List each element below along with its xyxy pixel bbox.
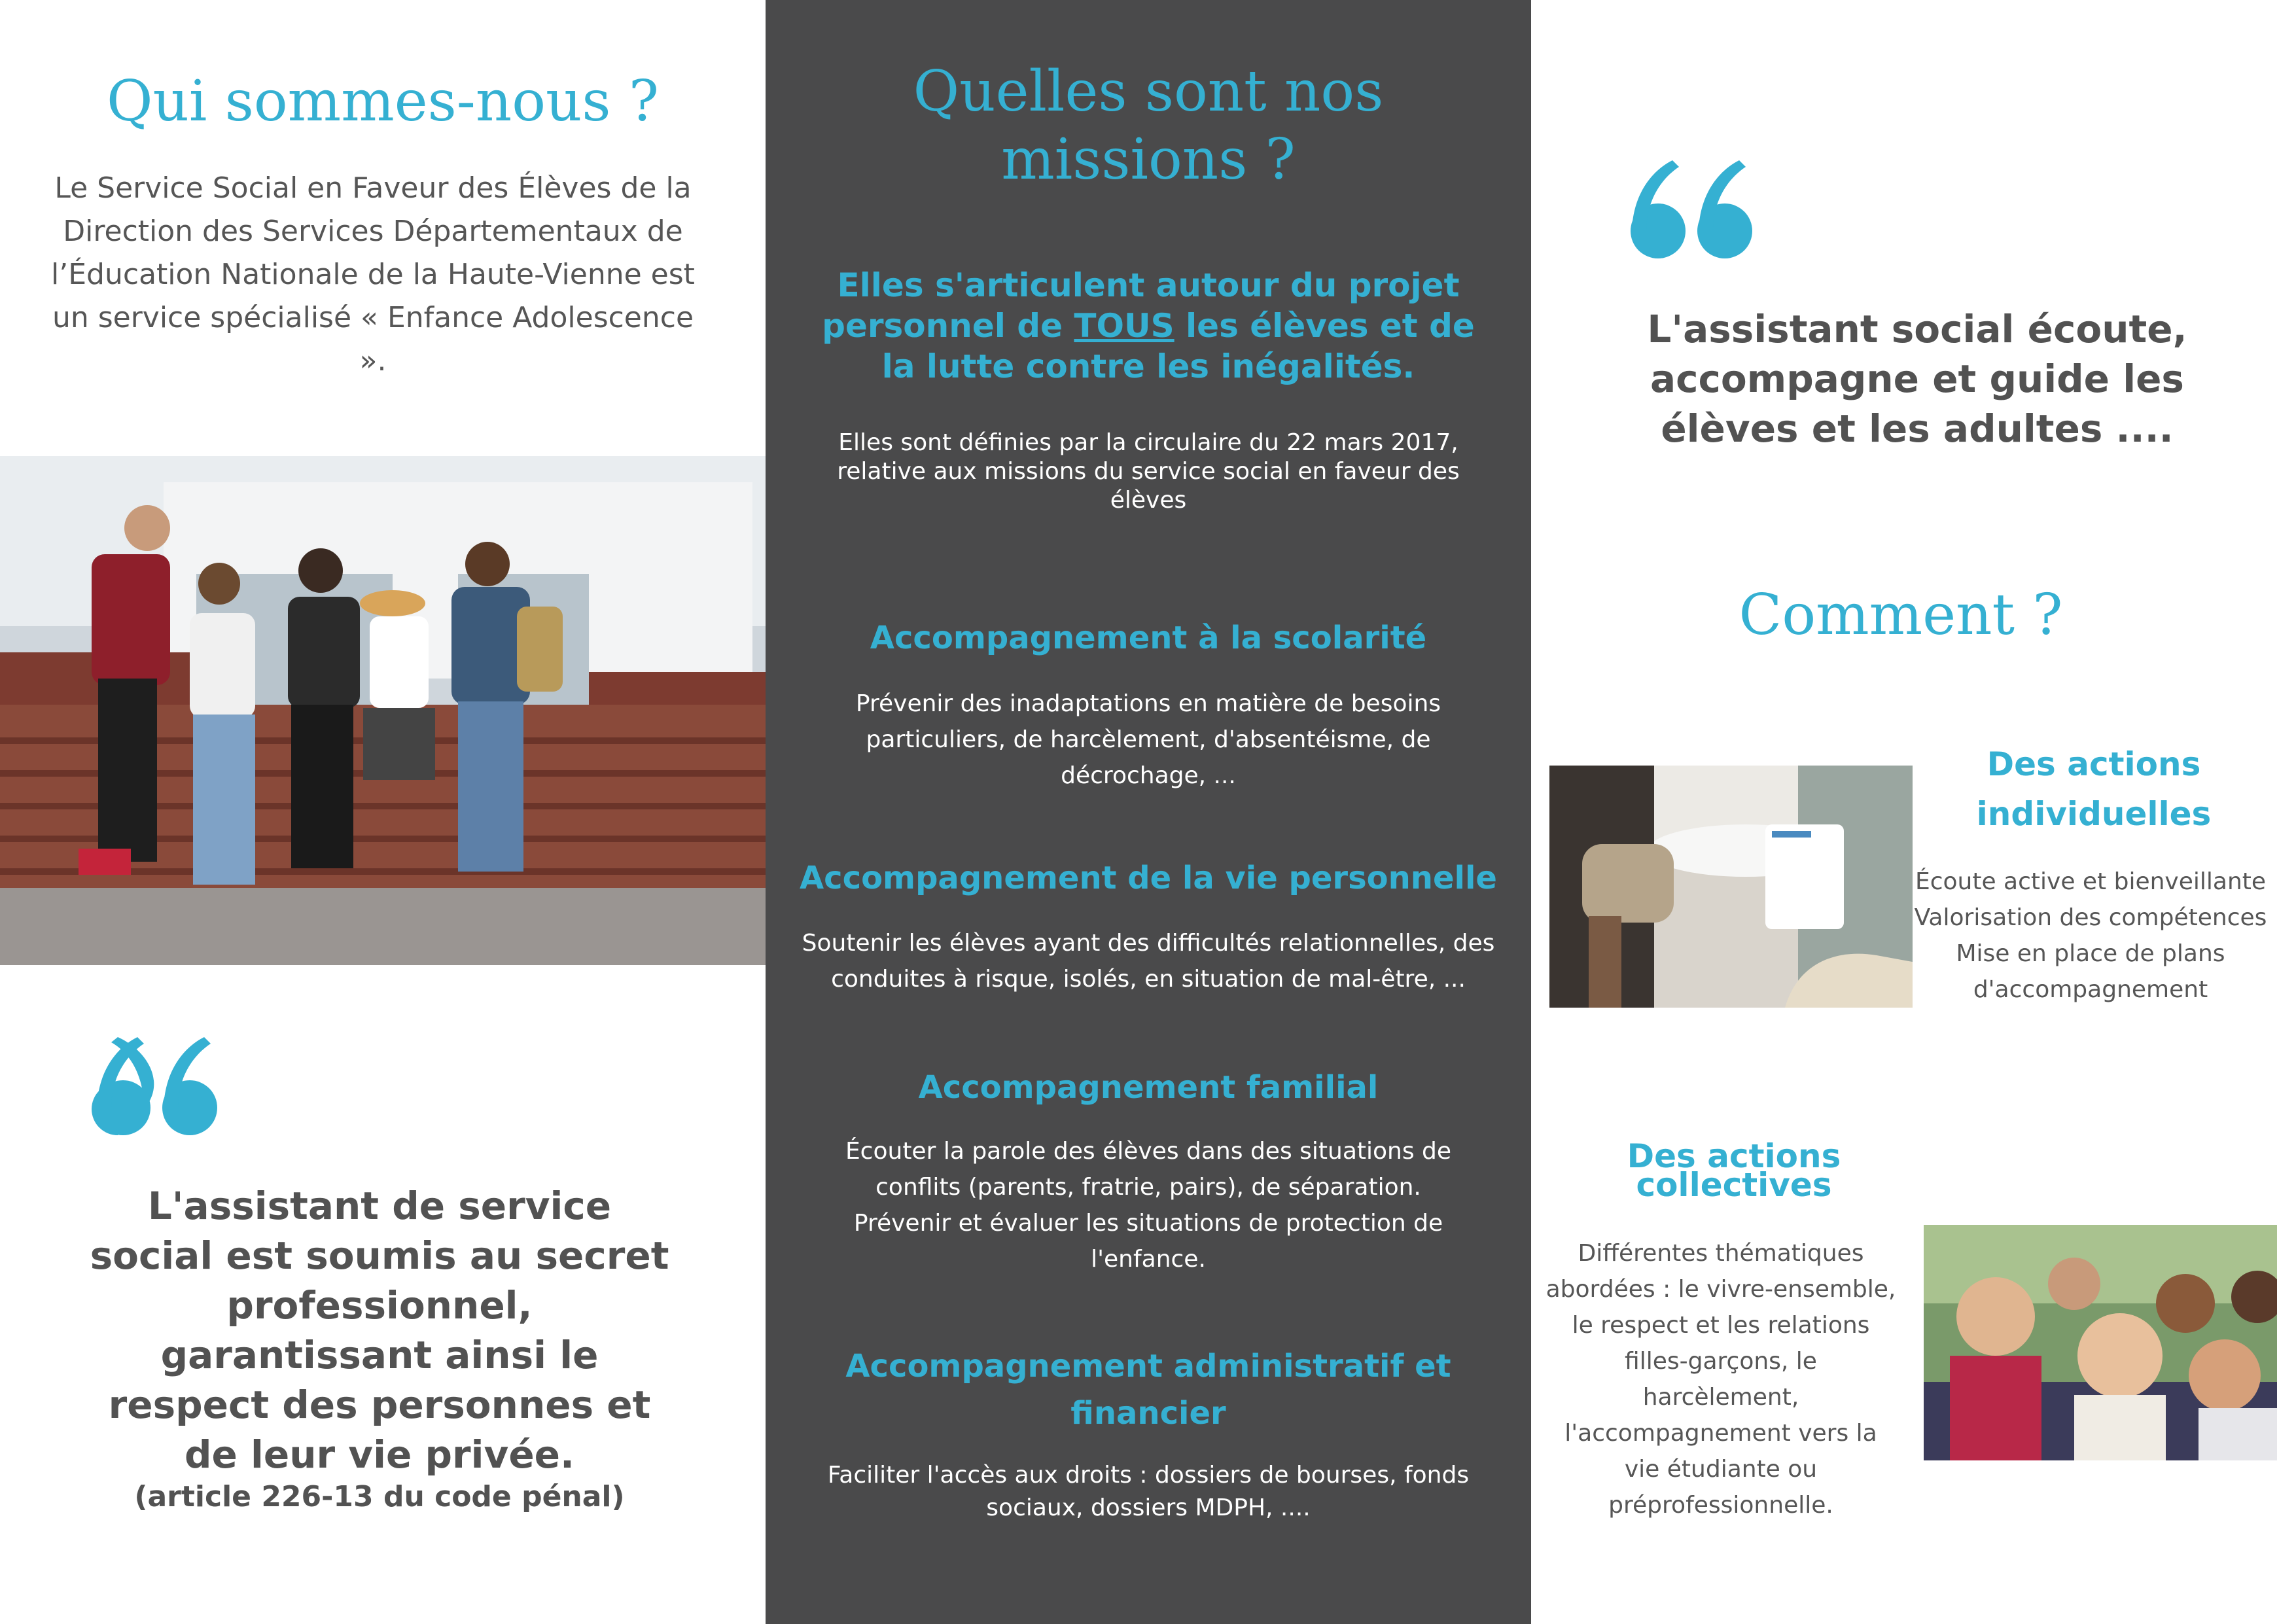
missions-lead <box>811 265 1485 387</box>
left-panel <box>0 0 766 1624</box>
collective-text: Différentes thématiques abordées : le vivre-ensemble, le respect et les relations filles-garçons, le harcèlement, l'accompagnement vers la vie étudiante ou préprofessionnelle. <box>1545 1240 1896 1519</box>
collective-title: Des actions collectives <box>1627 1137 1841 1204</box>
circular-text: Elles sont définies par la circulaire du 22 mars 2017, relative aux missions du service social en faveur des élèves <box>837 429 1460 514</box>
missions-lead-after: les élèves et de la lutte contre les inégalités. <box>881 307 1475 385</box>
group-photo <box>1924 1225 2277 1460</box>
students-photo <box>0 456 766 965</box>
right-panel <box>1531 0 2296 1624</box>
secret-quote: L'assistant de service social est soumis au secret professionnel, garantissant ainsi le respect des personnes et de leur vie privée. <box>90 1184 669 1477</box>
mission-title-4: Accompagnement administratif et financier <box>845 1348 1451 1432</box>
missions-title <box>792 58 1505 194</box>
mission-text-1: Prévenir des inadaptations en matière de besoins particuliers, de harcèlement, d'absentéisme, de décrochage, ... <box>855 690 1441 789</box>
mission-title-3: Accompagnement familial <box>918 1069 1379 1106</box>
individual-photo <box>1549 766 1913 1008</box>
individual-text: Écoute active et bienveillante Valorisation des compétences Mise en place de plans d'accompagnement <box>1914 868 2267 1003</box>
missions-lead-before: Elles s'articulent autour du projet personnel de <box>822 266 1460 345</box>
how-title: Comment ? <box>1739 582 2063 648</box>
mission-text-4: Faciliter l'accès aux droits : dossiers de bourses, fonds sociaux, dossiers MDPH, .... <box>827 1462 1470 1521</box>
who-title: Qui sommes-nous ? <box>107 69 659 134</box>
missions-lead-emph: TOUS <box>1074 307 1174 345</box>
listen-quote: L'assistant social écoute, accompagne et guide les élèves et les adultes .... <box>1647 307 2187 451</box>
missions-title-line1: Quelles sont nos <box>913 59 1384 124</box>
secret-quote-ref: (article 226-13 du code pénal) <box>134 1480 625 1513</box>
mission-title-1: Accompagnement à la scolarité <box>870 620 1427 656</box>
mission-text-2: Soutenir les élèves ayant des difficultés relationnelles, des conduites à risque, isolés, en situation de mal-être, ... <box>802 930 1495 993</box>
missions-title-line2: missions ? <box>1001 127 1296 192</box>
mission-text-3: Écouter la parole des élèves dans des situations de conflits (parents, fratrie, pairs), de séparation. Prévenir et évaluer les situations de protection de l'enfance. <box>845 1138 1452 1273</box>
missions-panel <box>766 0 1531 1624</box>
individual-title: Des actions individuelles <box>1976 745 2212 833</box>
who-intro: Le Service Social en Faveur des Élèves de la Direction des Services Départementaux de l’Éducation Nationale de la Haute-Vienne est un service spécialisé « Enfance Adolescence ». <box>51 171 695 378</box>
quote-mark-icon <box>1627 160 1757 261</box>
quote-mark-icon <box>92 1037 222 1138</box>
mission-title-2: Accompagnement de la vie personnelle <box>800 860 1497 896</box>
